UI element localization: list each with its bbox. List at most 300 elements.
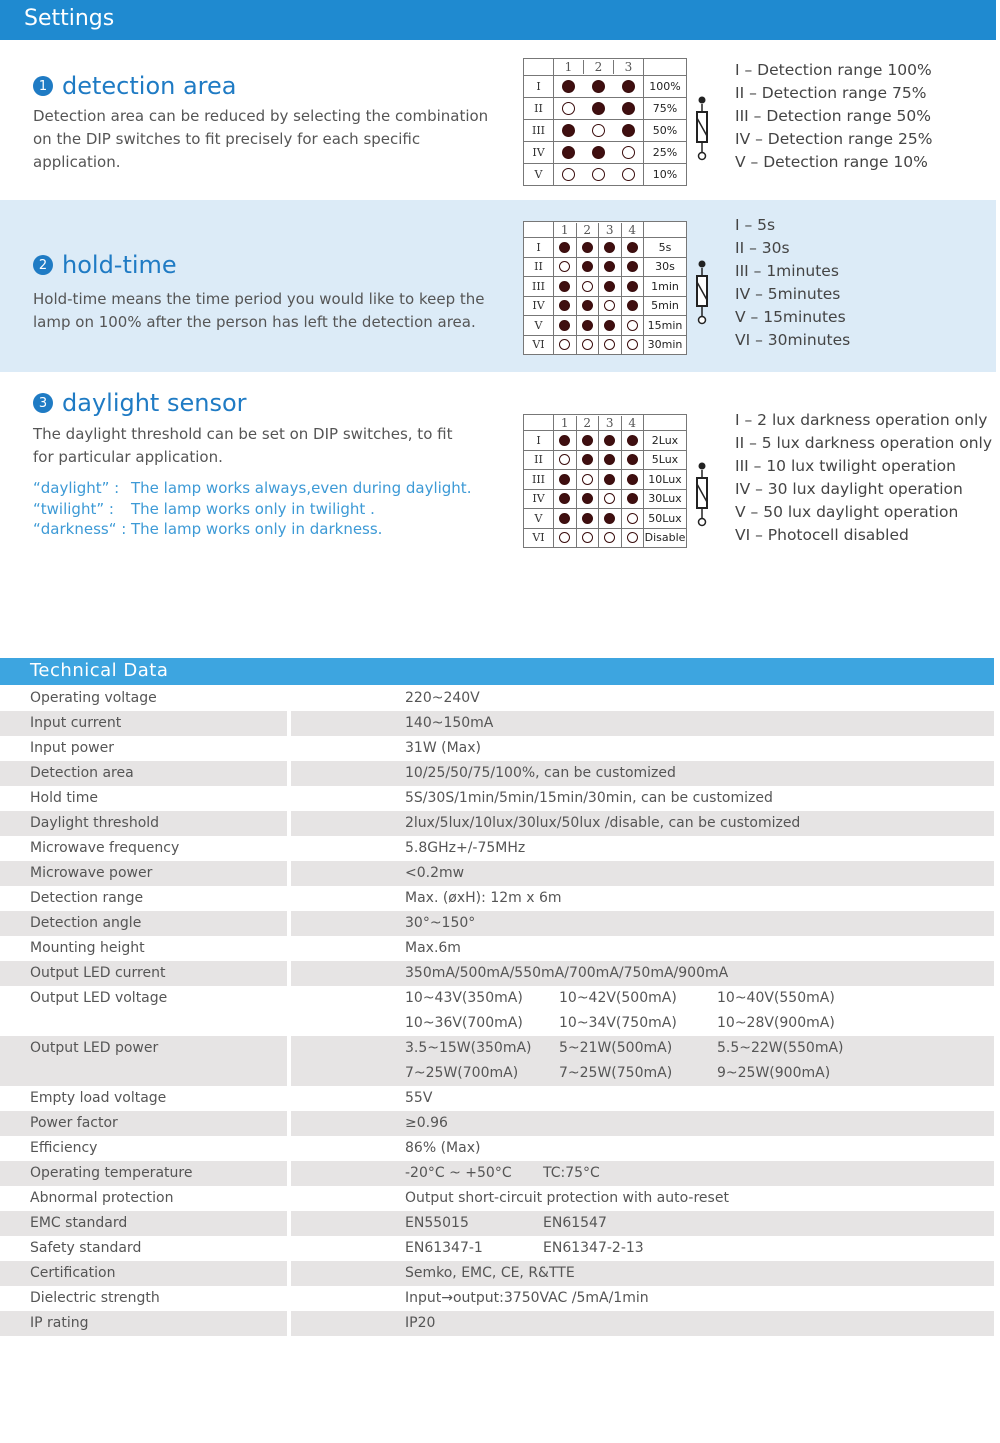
dip-column-number: 4 [621, 223, 644, 237]
dip-row-roman: V [524, 164, 554, 186]
dip-switch-on [559, 474, 570, 485]
dip-switch-cell [554, 238, 644, 258]
tech-row [0, 1286, 994, 1311]
section-number-badge: 1 [33, 76, 53, 96]
dip-switch-cell [554, 431, 644, 451]
dip-switch-on [559, 435, 570, 446]
dip-row-value: 30min [644, 335, 687, 355]
tech-value-line [405, 1111, 994, 1136]
tech-value-line [405, 1011, 994, 1036]
dip-switch-off [627, 532, 638, 543]
dip-row-roman: IV [524, 142, 554, 164]
section-title: detection area [62, 72, 237, 100]
tech-value-line [405, 961, 994, 986]
dip-switch-on [559, 281, 570, 292]
tech-value-part: 7~25W(700mA) [405, 1065, 519, 1081]
dip-row [524, 450, 687, 470]
legend-item: III – 10 lux twilight operation [735, 457, 956, 475]
dip-column-number: 2 [576, 416, 599, 430]
tech-label-text: Detection range [30, 890, 144, 906]
tech-row [0, 711, 994, 736]
tech-row [0, 1136, 994, 1161]
tech-label [0, 711, 287, 736]
tech-value-part: <0.2mw [405, 865, 465, 881]
tech-value-part: 30°~150° [405, 915, 476, 931]
tech-label-text: Abnormal protection [30, 1190, 174, 1206]
dip-switch-cell [554, 76, 644, 98]
tech-label-text: Output LED voltage [30, 990, 168, 1006]
dip-table [523, 414, 687, 548]
tech-label-text: Microwave power [30, 865, 153, 881]
dip-row [524, 142, 687, 164]
tech-label-text: EMC standard [30, 1215, 128, 1231]
section-legend [735, 59, 932, 174]
dip-switch-off [627, 513, 638, 524]
legend-item: V – Detection range 10% [735, 153, 928, 171]
dip-switch-on [559, 513, 570, 524]
dip-switch-icon [694, 96, 710, 166]
tech-value-line [405, 1061, 994, 1086]
dip-switch-icon [694, 462, 710, 532]
dip-switch-on [627, 435, 638, 446]
dip-row-value: 50Lux [644, 509, 687, 529]
tech-value-part: 5~21W(500mA) [559, 1040, 673, 1056]
dip-switch-cell [554, 164, 644, 186]
dip-switch-on [627, 300, 638, 311]
dip-switch-on [592, 146, 605, 159]
dip-row-value: 5s [644, 238, 687, 258]
dip-column-number: 1 [560, 415, 569, 430]
tech-value-part: TC:75°C [543, 1165, 600, 1181]
tech-value-part: EN61347-2-13 [543, 1240, 644, 1256]
tech-row [0, 1161, 994, 1186]
legend-item: VI – Photocell disabled [735, 526, 909, 544]
dip-row [524, 257, 687, 277]
tech-label-text: Certification [30, 1265, 116, 1281]
dip-header-value [644, 222, 687, 238]
tech-value-part: -20°C ~ +50°C [405, 1165, 512, 1181]
tech-value-part: 3.5~15W(350mA) [405, 1040, 532, 1056]
section-number-badge: 2 [33, 255, 53, 275]
tech-label-text: Dielectric strength [30, 1290, 160, 1306]
dip-header-value [644, 59, 687, 76]
section-description: Detection area can be reduced by selecting the combination on the DIP switches to fit precisely for each specific application. [33, 107, 489, 171]
dip-column-number: 3 [598, 416, 621, 430]
tech-label [0, 836, 287, 861]
tech-label [0, 1311, 287, 1336]
dip-switch-on [582, 493, 593, 504]
dip-row-roman: II [524, 257, 554, 277]
dip-row-value: 75% [644, 98, 687, 120]
tech-value [291, 1136, 994, 1161]
tech-label [0, 1236, 287, 1261]
tech-row [0, 1036, 994, 1086]
legend-item: III – Detection range 50% [735, 107, 931, 125]
dip-row-roman: III [524, 120, 554, 142]
dip-switch-off [604, 493, 615, 504]
tech-value [291, 1236, 994, 1261]
tech-value-line [405, 911, 994, 936]
section-legend [735, 214, 850, 352]
dip-switch-on [604, 261, 615, 272]
dip-switch-on [622, 102, 635, 115]
dip-switch-cell [554, 98, 644, 120]
tech-value-line [405, 1136, 994, 1161]
legend-item: I – Detection range 100% [735, 61, 932, 79]
dip-header-corner [524, 222, 554, 238]
dip-row [524, 470, 687, 490]
tech-label [0, 1186, 287, 1211]
dip-switch-off [604, 339, 615, 350]
dip-switch-on [604, 435, 615, 446]
tech-row [0, 986, 994, 1036]
dip-switch-cell [554, 257, 644, 277]
dip-switch-off [627, 320, 638, 331]
tech-label-text: Input current [30, 715, 122, 731]
tech-value-part: 5S/30S/1min/5min/15min/30min, can be customized [405, 790, 773, 806]
dip-switch-off [559, 532, 570, 543]
dip-column-number: 4 [621, 416, 644, 430]
section-heading [33, 72, 237, 100]
tech-row [0, 861, 994, 886]
tech-value-part: 86% (Max) [405, 1140, 481, 1156]
dip-switch-cell [554, 120, 644, 142]
tech-row [0, 761, 994, 786]
dip-switch-off [559, 339, 570, 350]
dip-switch-off [622, 146, 635, 159]
dip-row-value: Disable [644, 528, 687, 548]
dip-switch-off [559, 261, 570, 272]
tech-row [0, 836, 994, 861]
tech-value-part: 10/25/50/75/100%, can be customized [405, 765, 676, 781]
dip-switch-on [604, 474, 615, 485]
dip-switch-cell [554, 470, 644, 490]
dip-switch-cell [554, 335, 644, 355]
tech-value [291, 711, 994, 736]
tech-value-line [405, 1211, 994, 1236]
tech-label [0, 911, 287, 936]
tech-label-text: Detection angle [30, 915, 142, 931]
tech-value [291, 761, 994, 786]
tech-label [0, 961, 287, 986]
legend-item: I – 5s [735, 216, 776, 234]
tech-row [0, 786, 994, 811]
tech-row [0, 1211, 994, 1236]
dip-header-numbers [554, 222, 644, 238]
dip-row [524, 296, 687, 316]
dip-row-roman: I [524, 238, 554, 258]
dip-table [523, 58, 687, 186]
tech-row [0, 1111, 994, 1136]
section-daylight-sensor [0, 372, 996, 572]
dip-switch-off [592, 168, 605, 181]
tech-value-line [405, 1086, 994, 1111]
tech-value-part: EN61347-1 [405, 1240, 483, 1256]
dip-switch-on [604, 242, 615, 253]
tech-label [0, 861, 287, 886]
dip-row [524, 164, 687, 186]
dip-row-roman: VI [524, 528, 554, 548]
page-title: Settings [24, 6, 115, 31]
tech-value-line [405, 1236, 994, 1261]
tech-value-part: EN61547 [543, 1215, 607, 1231]
tech-row [0, 936, 994, 961]
tech-row [0, 1086, 994, 1111]
tech-value-line [405, 811, 994, 836]
dip-row [524, 335, 687, 355]
dip-row-value: 2Lux [644, 431, 687, 451]
tech-row [0, 886, 994, 911]
dip-row [524, 76, 687, 98]
tech-label-text: Output LED power [30, 1040, 159, 1056]
tech-value-part: Semko, EMC, CE, R&TTE [405, 1265, 575, 1281]
dip-switch-on [622, 80, 635, 93]
tech-value-line [405, 736, 994, 761]
dip-switch-on [627, 474, 638, 485]
dip-row [524, 98, 687, 120]
legend-item: II – Detection range 75% [735, 84, 927, 102]
dip-row-value: 100% [644, 76, 687, 98]
dip-row-roman: II [524, 450, 554, 470]
dip-row-roman: III [524, 470, 554, 490]
tech-value-line [405, 1311, 994, 1336]
tech-row [0, 911, 994, 936]
dip-row-value: 50% [644, 120, 687, 142]
tech-value [291, 936, 994, 961]
tech-label [0, 761, 287, 786]
section-description: The daylight threshold can be set on DIP switches, to fit for particular application. [33, 425, 453, 466]
legend-item: V – 50 lux daylight operation [735, 503, 959, 521]
tech-value [291, 686, 994, 711]
tech-value-part: 10~42V(500mA) [559, 990, 677, 1006]
technical-data-title: Technical Data [30, 660, 169, 681]
dip-column-number: 1 [560, 222, 569, 237]
tech-label [0, 1111, 287, 1136]
dip-switch-on [627, 454, 638, 465]
dip-switch-cell [554, 142, 644, 164]
dip-switch-off [592, 124, 605, 137]
tech-label-text: Microwave frequency [30, 840, 180, 856]
tech-label [0, 686, 287, 711]
tech-value [291, 1261, 994, 1286]
tech-label [0, 1161, 287, 1186]
tech-label [0, 886, 287, 911]
tech-value [291, 1086, 994, 1111]
tech-value [291, 911, 994, 936]
tech-value-line [405, 786, 994, 811]
tech-label-text: Hold time [30, 790, 98, 806]
daylight-mode-key: “daylight” : [33, 479, 120, 497]
dip-switch-on [622, 124, 635, 137]
dip-switch-off [559, 454, 570, 465]
dip-switch-cell [554, 450, 644, 470]
daylight-mode-text: The lamp works always,even during daylight. [131, 479, 472, 497]
tech-value [291, 836, 994, 861]
dip-switch-on [627, 261, 638, 272]
tech-value-part: 55V [405, 1090, 433, 1106]
dip-switch-on [559, 320, 570, 331]
tech-label-text: Efficiency [30, 1140, 98, 1156]
tech-value-part: 5.5~22W(550mA) [717, 1040, 844, 1056]
tech-label-text: Detection area [30, 765, 134, 781]
tech-value-part: 10~36V(700mA) [405, 1015, 523, 1031]
daylight-mode-item [33, 499, 471, 520]
section-legend [735, 409, 992, 547]
tech-value-part: 220~240V [405, 690, 480, 706]
dip-switch-on [582, 300, 593, 311]
tech-value-part: 140~150mA [405, 715, 494, 731]
dip-switch-on [562, 146, 575, 159]
dip-row-roman: IV [524, 296, 554, 316]
tech-label-text: Daylight threshold [30, 815, 160, 831]
dip-switch-on [582, 435, 593, 446]
dip-row [524, 431, 687, 451]
dip-switch-cell [554, 296, 644, 316]
settings-title-bar [0, 0, 996, 40]
tech-value-part: Max.6m [405, 940, 461, 956]
tech-value [291, 1161, 994, 1186]
tech-label-text: Operating temperature [30, 1165, 193, 1181]
dip-row [524, 316, 687, 336]
tech-value [291, 1311, 994, 1336]
dip-row-value: 10Lux [644, 470, 687, 490]
tech-value [291, 886, 994, 911]
legend-item: II – 30s [735, 239, 790, 257]
dip-column-number: 1 [564, 60, 573, 74]
dip-switch-cell [554, 489, 644, 509]
tech-value-line [405, 1261, 994, 1286]
dip-row-roman: I [524, 76, 554, 98]
legend-item: III – 1minutes [735, 262, 839, 280]
dip-header-value [644, 415, 687, 431]
legend-item: IV – Detection range 25% [735, 130, 933, 148]
tech-value-line [405, 711, 994, 736]
daylight-mode-text: The lamp works only in darkness. [131, 520, 383, 538]
tech-label-text: Input power [30, 740, 114, 756]
dip-switch-off [582, 281, 593, 292]
dip-row-value: 1min [644, 277, 687, 297]
legend-item: IV – 5minutes [735, 285, 841, 303]
dip-switch-on [592, 80, 605, 93]
legend-item: VI – 30minutes [735, 331, 851, 349]
tech-value [291, 1286, 994, 1311]
tech-value [291, 736, 994, 761]
dip-switch-on [559, 242, 570, 253]
dip-switch-on [604, 320, 615, 331]
section-detection-area [0, 40, 996, 200]
dip-row [524, 277, 687, 297]
dip-column-number: 2 [576, 223, 599, 237]
dip-switch-on [627, 493, 638, 504]
dip-switch-on [559, 493, 570, 504]
tech-label-text: Mounting height [30, 940, 145, 956]
tech-value-part: 5.8GHz+/-75MHz [405, 840, 526, 856]
dip-switch-off [562, 168, 575, 181]
dip-row-roman: I [524, 431, 554, 451]
tech-label [0, 1036, 287, 1086]
section-number-badge: 3 [33, 393, 53, 413]
tech-row [0, 686, 994, 711]
tech-label-text: IP rating [30, 1315, 89, 1331]
tech-value [291, 1211, 994, 1236]
tech-value [291, 861, 994, 886]
daylight-mode-item [33, 519, 471, 540]
dip-switch-cell [554, 528, 644, 548]
dip-header-corner [524, 415, 554, 431]
dip-column-number: 3 [598, 223, 621, 237]
dip-row-roman: V [524, 509, 554, 529]
tech-value [291, 1036, 994, 1086]
tech-value-part: IP20 [405, 1315, 436, 1331]
dip-row-roman: III [524, 277, 554, 297]
tech-value-part: 350mA/500mA/550mA/700mA/750mA/900mA [405, 965, 729, 981]
dip-row [524, 489, 687, 509]
tech-value-line [405, 1286, 994, 1311]
tech-label [0, 1261, 287, 1286]
tech-label [0, 736, 287, 761]
tech-value-line [405, 836, 994, 861]
tech-value-part: 7~25W(750mA) [559, 1065, 673, 1081]
dip-header-numbers [554, 415, 644, 431]
tech-value-part: 31W (Max) [405, 740, 481, 756]
section-heading [33, 389, 247, 417]
daylight-mode-key: “darkness“ : [33, 520, 127, 538]
daylight-mode-text: The lamp works only in twilight . [131, 499, 375, 518]
dip-row-roman: II [524, 98, 554, 120]
dip-switch-on [562, 80, 575, 93]
dip-switch-off [627, 339, 638, 350]
section-heading [33, 251, 177, 279]
tech-value-line [405, 936, 994, 961]
section-title: hold-time [62, 251, 177, 279]
dip-row-roman: V [524, 316, 554, 336]
tech-label-text: Operating voltage [30, 690, 157, 706]
legend-item: I – 2 lux darkness operation only [735, 411, 988, 429]
dip-row-value: 15min [644, 316, 687, 336]
tech-value [291, 986, 994, 1036]
tech-row [0, 1186, 994, 1211]
dip-row-roman: IV [524, 489, 554, 509]
tech-value-part: ≥0.96 [405, 1115, 448, 1131]
dip-switch-off [622, 168, 635, 181]
tech-value-line [405, 686, 994, 711]
dip-row-value: 5Lux [644, 450, 687, 470]
dip-switch-on [627, 281, 638, 292]
tech-label [0, 986, 287, 1036]
tech-row [0, 1236, 994, 1261]
dip-header-numbers [554, 59, 644, 76]
dip-switch-icon [694, 260, 710, 330]
tech-row [0, 811, 994, 836]
tech-label [0, 786, 287, 811]
tech-value-part: 2lux/5lux/10lux/30lux/50lux /disable, can be customized [405, 815, 801, 831]
tech-value [291, 961, 994, 986]
daylight-mode-key: “twilight” : [33, 499, 114, 518]
dip-switch-off [604, 532, 615, 543]
tech-label-text: Empty load voltage [30, 1090, 167, 1106]
technical-data-bar [0, 658, 994, 685]
dip-switch-on [559, 300, 570, 311]
tech-value-part: 9~25W(900mA) [717, 1065, 831, 1081]
dip-switch-on [582, 261, 593, 272]
dip-switch-on [604, 281, 615, 292]
tech-label-text: Safety standard [30, 1240, 142, 1256]
legend-item: IV – 30 lux daylight operation [735, 480, 963, 498]
dip-switch-on [592, 102, 605, 115]
section-title: daylight sensor [62, 389, 247, 417]
dip-switch-on [627, 242, 638, 253]
dip-column-number: 3 [613, 60, 643, 74]
